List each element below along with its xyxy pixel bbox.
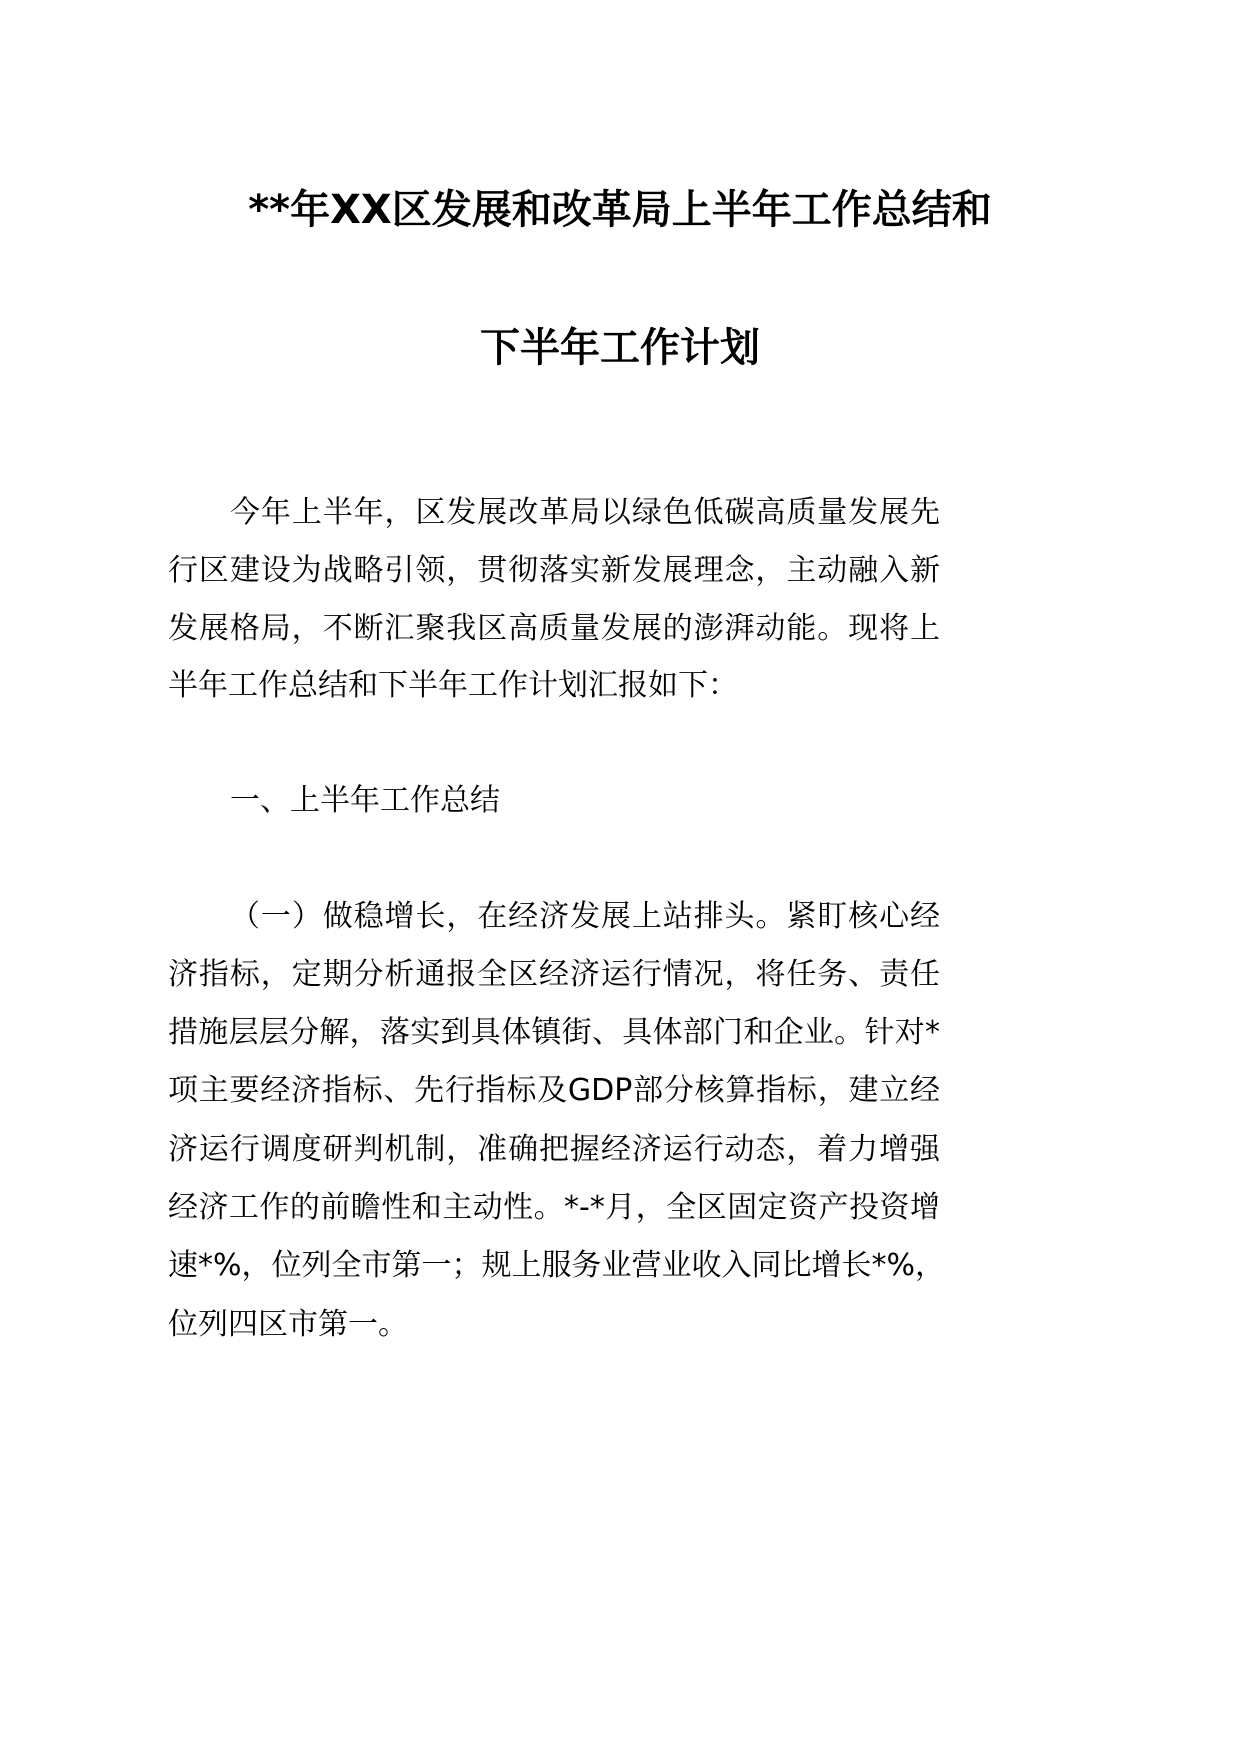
paragraph-line: 行区建设为战略引领，贯彻落实新发展理念，主动融入新 xyxy=(168,553,940,588)
paragraph-line: 济运行调度研判机制，准确把握经济运行动态，着力增强 xyxy=(168,1132,940,1167)
paragraph-line: 今年上半年，区发展改革局以绿色低碳高质量发展先 xyxy=(230,495,940,530)
paragraph-line: 位列四区市第一。 xyxy=(168,1307,408,1342)
paragraph-line: 经济工作的前瞻性和主动性。*-*月，全区固定资产投资增 xyxy=(168,1190,940,1225)
paragraph-line: 半年工作总结和下半年工作计划汇报如下： xyxy=(168,668,738,703)
section-heading: 一、上半年工作总结 xyxy=(230,783,500,818)
paragraph-line: 措施层层分解，落实到具体镇街、具体部门和企业。针对* xyxy=(168,1015,940,1050)
document-title-line-1: **年XX区发展和改革局上半年工作总结和 xyxy=(248,187,992,233)
paragraph-line: 速*%，位列全市第一；规上服务业营业收入同比增长*%， xyxy=(168,1248,946,1283)
document-title-line-2: 下半年工作计划 xyxy=(480,325,760,371)
paragraph-line: 发展格局，不断汇聚我区高质量发展的澎湃动能。现将上 xyxy=(168,611,940,646)
paragraph-line: 济指标，定期分析通报全区经济运行情况，将任务、责任 xyxy=(168,957,940,992)
paragraph-line: （一）做稳增长，在经济发展上站排头。紧盯核心经 xyxy=(230,899,940,934)
paragraph-line: 项主要经济指标、先行指标及GDP部分核算指标，建立经 xyxy=(168,1073,940,1108)
